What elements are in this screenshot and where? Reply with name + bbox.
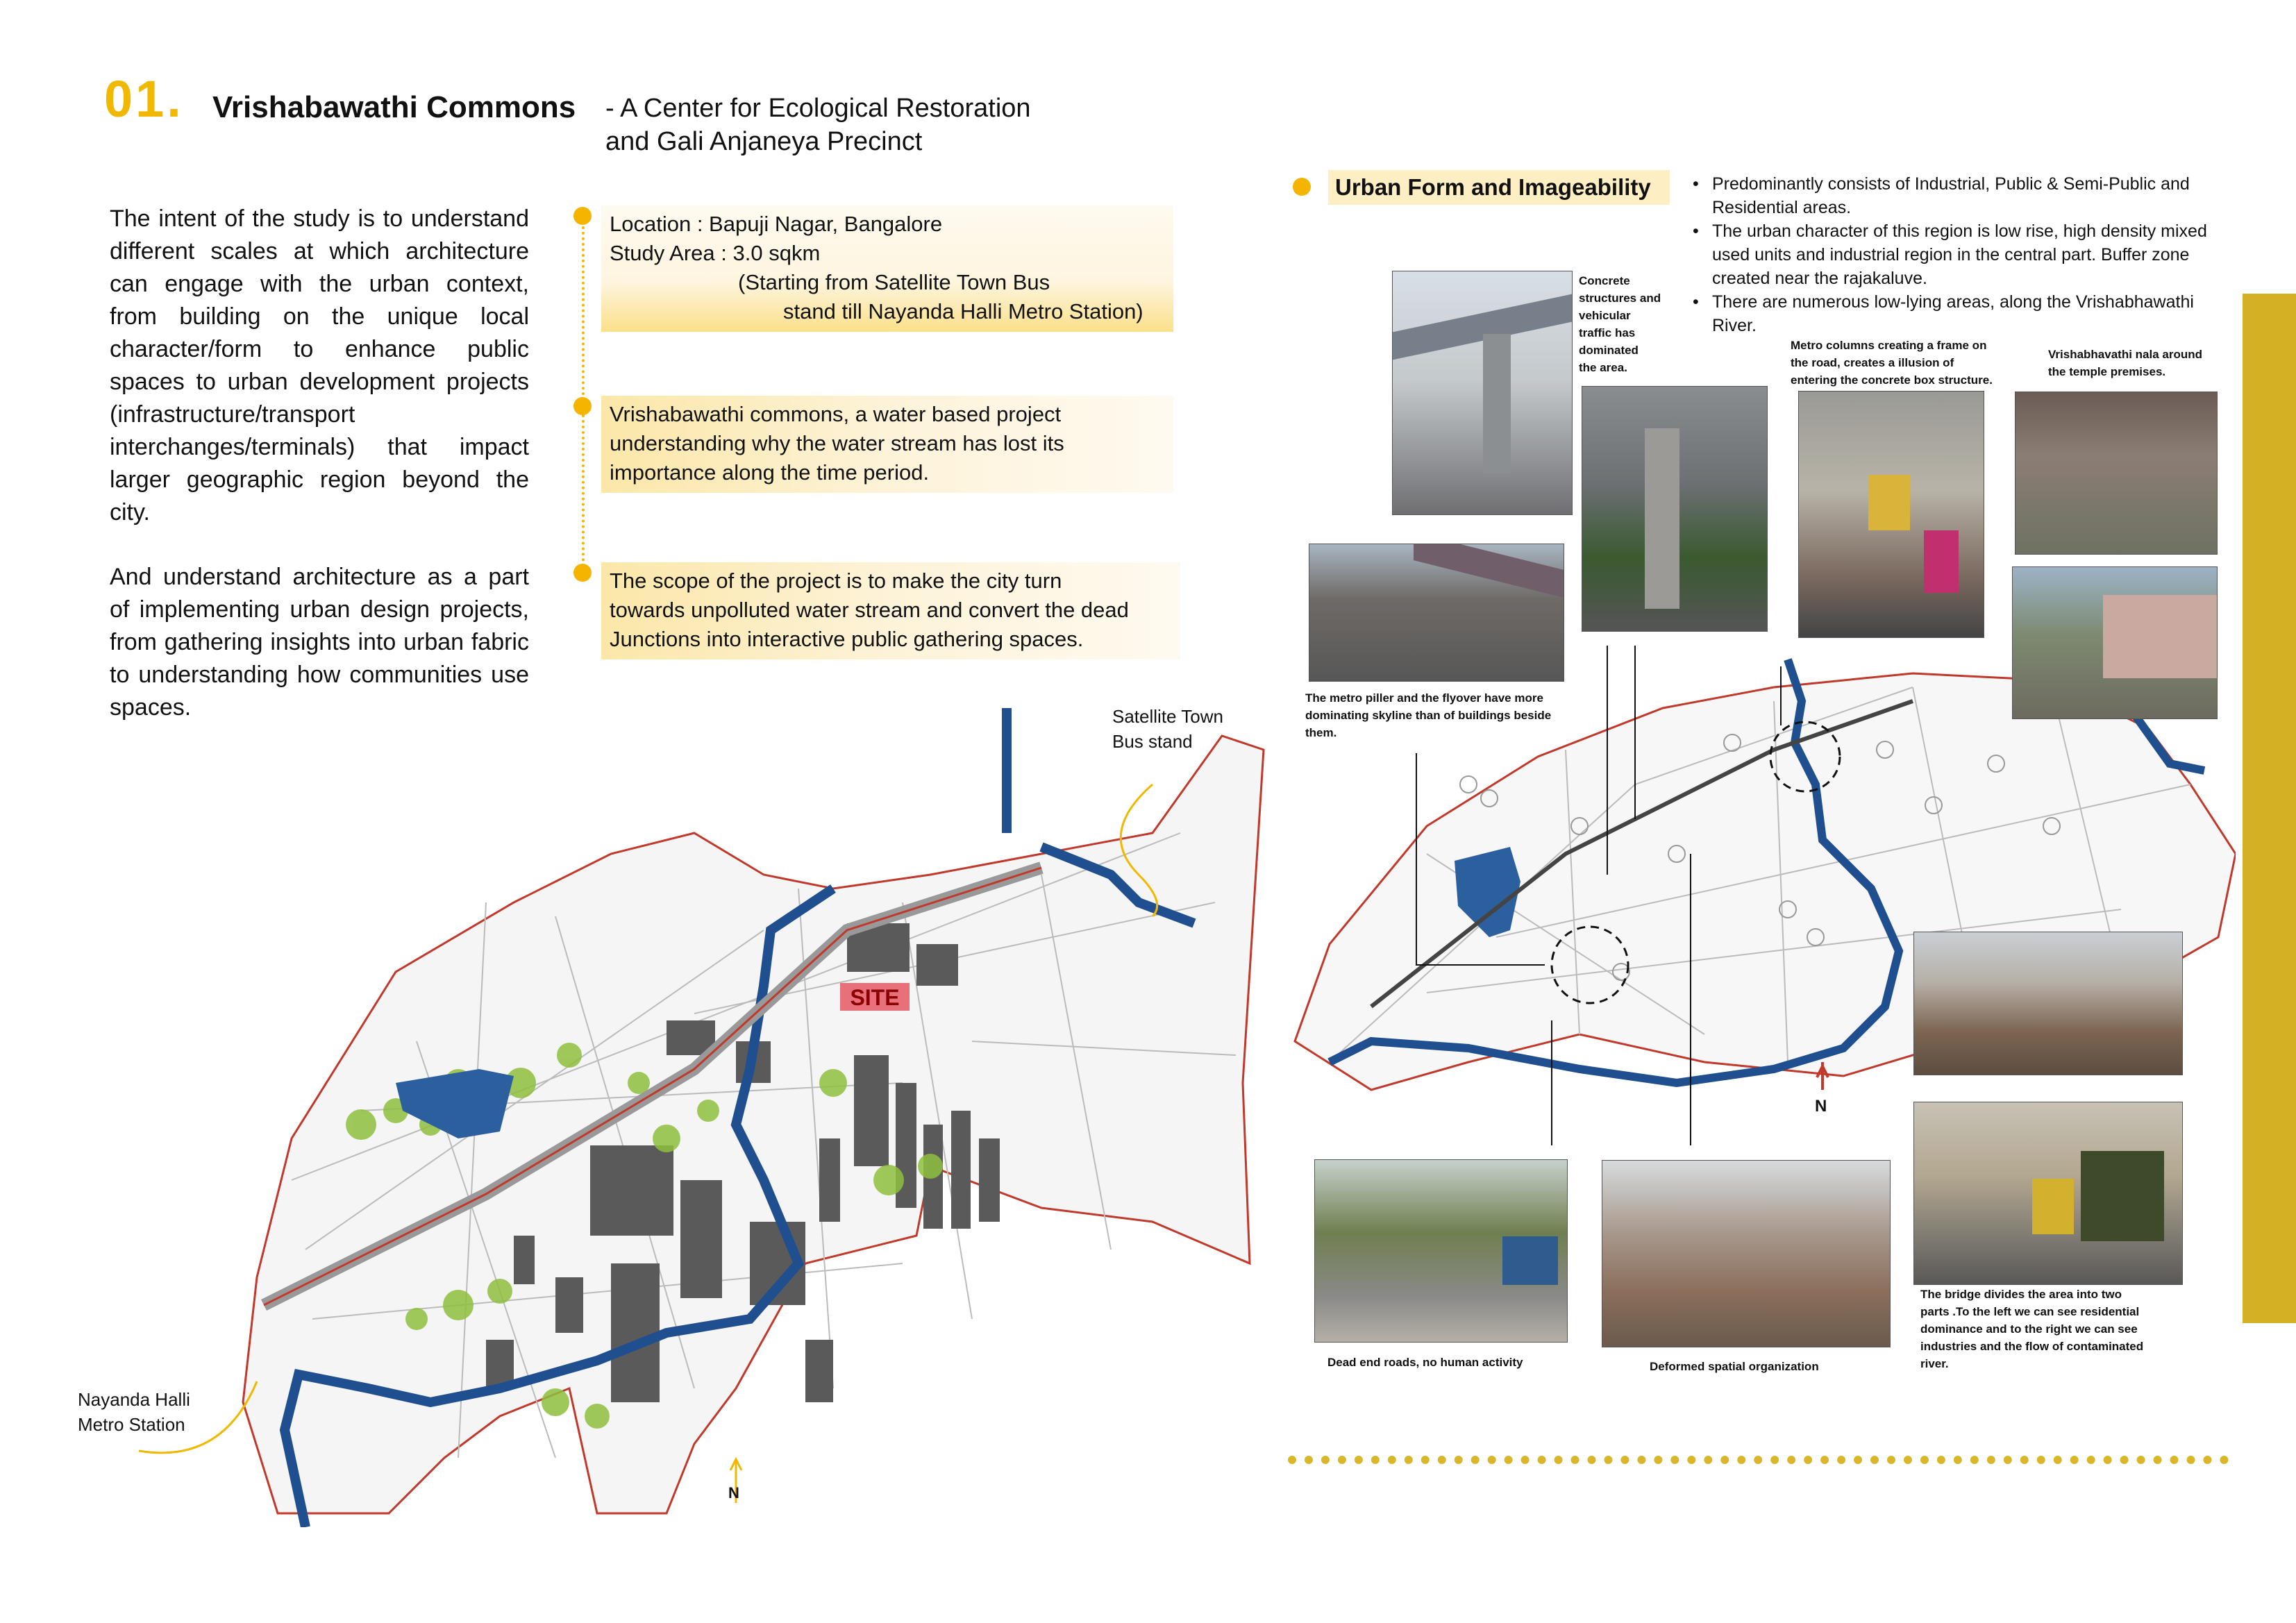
photo-dead-end-road: [1314, 1159, 1568, 1343]
site-map: [69, 694, 1277, 1527]
subtitle-line-2: and Gali Anjaneya Precinct: [605, 127, 923, 156]
caption-nala: [2048, 346, 2202, 380]
intro-paragraph-2: And understand architecture as a part of implementing urban design projects, from gathering insights into urban fabric to understanding how communities use spaces.: [110, 564, 529, 721]
scope-line-3: Junctions into interactive public gathering spaces.: [610, 627, 1084, 651]
caption-line: Metro columns creating a frame on: [1791, 339, 1987, 352]
photo-metro-frame-traffic: [1798, 391, 1984, 638]
scope-box: [601, 562, 1180, 659]
caption-metro-pillar: [1305, 689, 1551, 741]
page-title: Vrishabawathi Commons: [212, 90, 576, 124]
caption-dead-end: Dead end roads, no human activity: [1327, 1356, 1523, 1369]
bullet-item: • Predominantly consists of Industrial, Public & Semi-Public and Residential areas.: [1691, 172, 2219, 219]
project-line-2: understanding why the water stream has lost its: [610, 431, 1064, 455]
satellite-label: [1112, 704, 1223, 754]
caption-line: entering the concrete box structure.: [1791, 373, 1993, 387]
caption-line: industries and the flow of contaminated: [1920, 1340, 2144, 1353]
scope-line-1: The scope of the project is to make the city turn: [610, 569, 1062, 593]
section-number: 01.: [104, 70, 184, 128]
timeline-dot-2: [573, 397, 592, 415]
nayanda-label: [78, 1387, 190, 1437]
caption-line: Concrete: [1579, 274, 1630, 287]
photo-nala-temple-2: [2012, 566, 2218, 719]
caption-line: dominating skyline than of buildings beside: [1305, 709, 1552, 722]
photo-nala-temple-1: [2015, 392, 2218, 555]
project-line-3: importance along the time period.: [610, 460, 930, 485]
urban-form-heading: Urban Form and Imageability: [1328, 170, 1670, 205]
photo-deformed-spatial: [1602, 1160, 1891, 1347]
intro-paragraph-1: The intent of the study is to understand different scales at which architecture can engage with the urban context, from building on the unique local character/form to enhance public spaces to urban development projects (infrastructure/transport interchanges/terminals) that impact larger geographic region beyond the city.: [110, 205, 529, 525]
caption-line: Vrishabhavathi nala around: [2048, 348, 2203, 361]
project-line-1: Vrishabawathi commons, a water based project: [610, 402, 1062, 426]
side-accent-bar: [2243, 294, 2296, 1323]
photo-bridge-view-1: [1913, 932, 2183, 1075]
caption-bridge: [1920, 1286, 2177, 1372]
urban-north-label: N: [1815, 1097, 1827, 1116]
caption-line: the area.: [1579, 361, 1627, 374]
nayanda-label-line-1: Nayanda Halli: [78, 1389, 190, 1410]
timeline-line: [582, 215, 585, 573]
bullet-item: • There are numerous low-lying areas, along the Vrishabhawathi River.: [1691, 290, 2219, 337]
caption-deformed: Deformed spatial organization: [1650, 1360, 1819, 1373]
timeline-dot-1: [573, 207, 592, 225]
photo-metro-columns-road: [1582, 386, 1768, 632]
caption-line: parts .To the left we can see residential: [1920, 1305, 2140, 1318]
intro-text: [110, 203, 529, 756]
nayanda-label-line-2: Metro Station: [78, 1414, 185, 1435]
caption-line: traffic has: [1579, 326, 1636, 339]
subtitle-line-1: - A Center for Ecological Restoration: [605, 94, 1031, 123]
caption-line: dominated: [1579, 344, 1639, 357]
photo-bridge-view-2: [1913, 1102, 2183, 1285]
location-box: [601, 205, 1173, 332]
caption-line: the temple premises.: [2048, 365, 2166, 378]
photo-metro-pillar-flyover: [1309, 544, 1564, 682]
caption-line: river.: [1920, 1357, 1949, 1370]
study-note-2: stand till Nayanda Halli Metro Station): [783, 299, 1143, 323]
site-label: SITE: [850, 985, 900, 1010]
study-note-1: (Starting from Satellite Town Bus: [738, 270, 1050, 294]
caption-line: vehicular: [1579, 309, 1631, 322]
urban-form-bullets: [1691, 172, 2219, 337]
caption-line: dominance and to the right we can see: [1920, 1322, 2138, 1336]
caption-line: them.: [1305, 726, 1337, 739]
caption-line: The metro piller and the flyover have more: [1305, 691, 1543, 705]
timeline-dot-3: [573, 564, 592, 582]
caption-line: structures and: [1579, 292, 1661, 305]
bullet-item: • The urban character of this region is low rise, high density mixed used units and industrial region in the central part. Buffer zone created near the rajakaluve.: [1691, 219, 2219, 290]
bottom-dotted-rule: [1288, 1456, 2229, 1464]
caption-line: the road, creates a illusion of: [1791, 356, 1954, 369]
urban-form-dot: [1293, 178, 1311, 196]
scope-line-2: towards unpolluted water stream and convert the dead: [610, 598, 1129, 622]
study-area-text: Study Area : 3.0 sqkm: [610, 241, 821, 265]
satellite-label-line-1: Satellite Town: [1112, 706, 1223, 727]
location-text: Location : Bapuji Nagar, Bangalore: [610, 212, 943, 236]
map-north-label: N: [728, 1484, 739, 1502]
photo-flyover-concrete: [1392, 271, 1573, 515]
caption-line: The bridge divides the area into two: [1920, 1288, 2122, 1301]
project-box: [601, 396, 1173, 493]
satellite-label-line-2: Bus stand: [1112, 731, 1193, 752]
caption-metro-columns: [1791, 337, 1993, 389]
caption-concrete: [1579, 272, 1661, 376]
page-subtitle: [605, 92, 1031, 158]
